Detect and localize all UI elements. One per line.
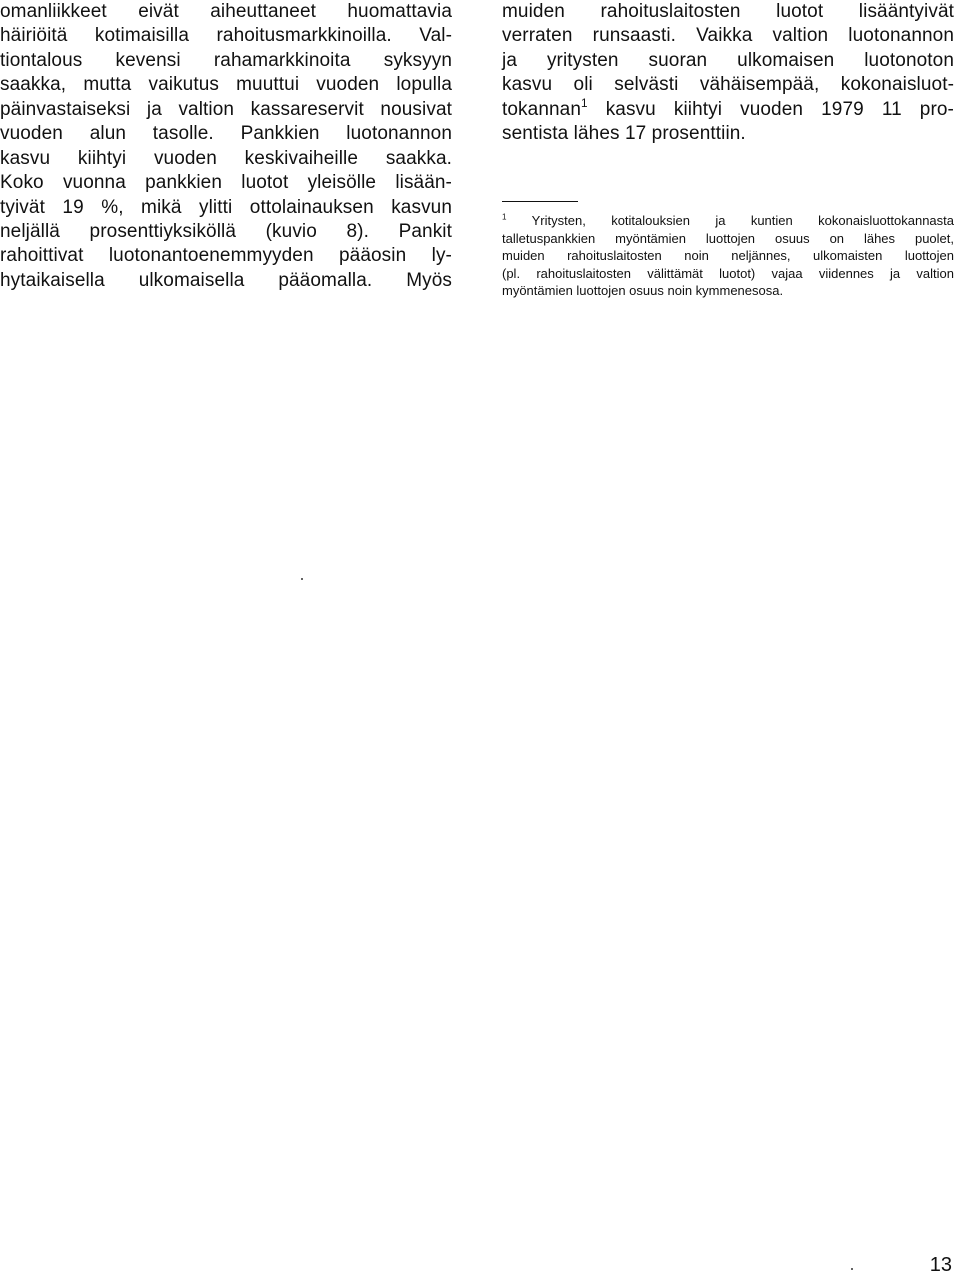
footnote-line bbox=[502, 212, 954, 230]
right-text-column bbox=[502, 0, 954, 147]
body-text-line: saakka, mutta vaikutus muuttui vuoden lopulla bbox=[0, 74, 452, 96]
body-text-line: Koko vuonna pankkien luotot yleisölle lisään- bbox=[0, 172, 452, 194]
scan-speck bbox=[301, 578, 303, 580]
body-text-line: häiriöitä kotimaisilla rahoitusmarkkinoilla. Val- bbox=[0, 25, 452, 47]
body-text-line: kasvu oli selvästi vähäisempää, kokonaisluot- bbox=[502, 74, 954, 96]
body-text-line: tiontalous kevensi rahamarkkinoita syksyyn bbox=[0, 49, 452, 71]
footnote-separator bbox=[502, 201, 578, 202]
footnote-reference: 1 bbox=[580, 96, 588, 110]
body-text-line: päinvastaiseksi ja valtion kassareservit nousivat bbox=[0, 98, 452, 120]
body-text-line: rahoittivat luotonantoenemmyyden pääosin ly- bbox=[0, 245, 452, 267]
left-text-column bbox=[0, 0, 452, 293]
body-text-line: neljällä prosenttiyksiköllä (kuvio 8). Pankit bbox=[0, 220, 452, 242]
footnote bbox=[502, 212, 954, 300]
body-text-fragment: tokannan bbox=[502, 98, 581, 120]
body-text-line: kasvu kiihtyi vuoden keskivaiheille saakka. bbox=[0, 147, 452, 169]
body-text-line: verraten runsaasti. Vaikka valtion luotonannon bbox=[502, 25, 954, 47]
body-text-line bbox=[502, 98, 954, 122]
footnote-line: myöntämien luottojen osuus noin kymmenesosa. bbox=[502, 283, 784, 299]
page-number: 13 bbox=[929, 1254, 952, 1276]
footnote-line: talletuspankkien myöntämien luottojen osuus on lähes puolet, bbox=[502, 230, 954, 246]
body-text-line: sentista lähes 17 prosenttiin. bbox=[502, 123, 746, 145]
scan-speck bbox=[851, 1268, 853, 1270]
footnote-marker: 1 bbox=[502, 212, 507, 222]
footnote-line: muiden rahoituslaitosten noin neljännes, ulkomaisten luottojen bbox=[502, 248, 954, 264]
footnote-line: (pl. rahoituslaitosten välittämät luotot) vajaa viidennes ja valtion bbox=[502, 265, 954, 281]
body-text-line: omanliikkeet eivät aiheuttaneet huomattavia bbox=[0, 1, 452, 22]
footnote-text: Yritysten, kotitalouksien ja kuntien kokonaisluottokannasta bbox=[506, 213, 954, 228]
body-text-line: hytaikaisella ulkomaisella pääomalla. Myös bbox=[0, 269, 452, 291]
body-text-line: ja yritysten suoran ulkomaisen luotonoton bbox=[502, 49, 954, 71]
body-text-line: tyivät 19 %, mikä ylitti ottolainauksen kasvun bbox=[0, 196, 452, 218]
body-text-line: muiden rahoituslaitosten luotot lisääntyivät bbox=[502, 1, 954, 22]
body-text-fragment: kasvu kiihtyi vuoden 1979 11 pro- bbox=[587, 98, 954, 120]
body-text-line: vuoden alun tasolle. Pankkien luotonannon bbox=[0, 123, 452, 145]
